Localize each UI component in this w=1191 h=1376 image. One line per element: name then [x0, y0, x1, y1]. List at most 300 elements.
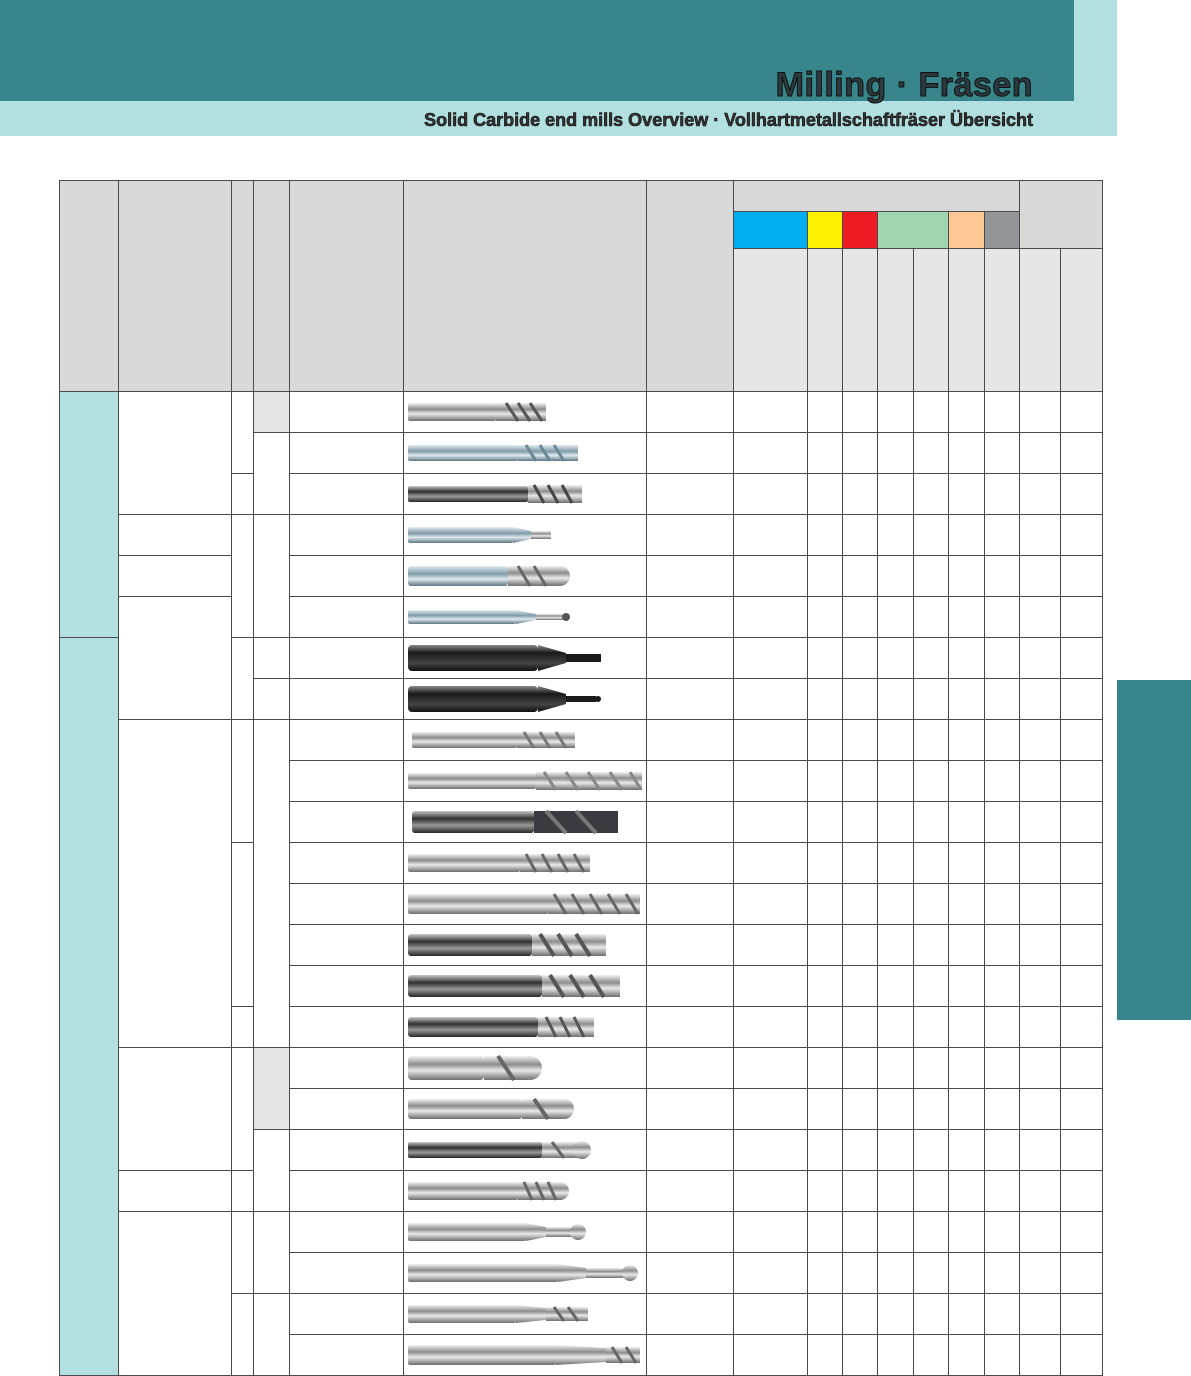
end-mill-3-flute-polished-icon — [406, 926, 646, 964]
table-cell — [878, 515, 914, 556]
table-row — [60, 515, 1103, 556]
table-cell — [985, 556, 1020, 597]
table-cell — [843, 679, 878, 720]
roughing-ball-end-mill-icon — [406, 1172, 646, 1210]
header-cell — [1020, 249, 1061, 392]
article-cell — [290, 556, 404, 597]
table-cell — [843, 966, 878, 1007]
tool-image-cell — [404, 1335, 647, 1376]
table-cell — [734, 1212, 808, 1253]
table-cell — [1061, 884, 1103, 925]
table-cell — [985, 1335, 1020, 1376]
table-cell — [1020, 515, 1061, 556]
article-cell — [290, 1130, 404, 1171]
table-cell — [808, 392, 843, 433]
ball-nose-end-mill-icon — [406, 557, 646, 595]
tool-image-cell — [404, 1171, 647, 1212]
table-cell — [949, 1089, 985, 1130]
tool-image-cell — [404, 679, 647, 720]
table-cell — [949, 597, 985, 638]
table-cell — [808, 556, 843, 597]
table-cell — [843, 433, 878, 474]
header-cell — [878, 249, 914, 392]
table-cell — [1020, 966, 1061, 1007]
table-cell — [949, 515, 985, 556]
table-cell — [914, 966, 949, 1007]
ball-nose-end-mill-short-icon — [406, 1049, 646, 1087]
table-cell — [949, 679, 985, 720]
table-cell — [734, 720, 808, 761]
black-micro-end-mill-icon — [406, 639, 646, 677]
table-header-row — [60, 181, 1103, 212]
table-cell — [734, 884, 808, 925]
table-cell — [808, 1048, 843, 1089]
table-cell — [914, 638, 949, 679]
table-cell — [878, 638, 914, 679]
table-cell — [985, 966, 1020, 1007]
table-cell — [1020, 1335, 1061, 1376]
table-cell — [647, 679, 734, 720]
header-cell — [949, 249, 985, 392]
table-cell — [1020, 1212, 1061, 1253]
table-cell — [734, 638, 808, 679]
table-cell — [808, 884, 843, 925]
header-cell — [1061, 249, 1103, 392]
table-cell — [734, 433, 808, 474]
header-cell — [290, 181, 404, 392]
square-end-mill-4-flute-long-neck-icon — [406, 434, 646, 472]
tool-image-cell — [404, 1212, 647, 1253]
table-cell — [1061, 556, 1103, 597]
flute-cell — [232, 720, 254, 843]
table-cell — [843, 925, 878, 966]
article-cell — [290, 884, 404, 925]
table-cell — [808, 1212, 843, 1253]
coating-cell — [254, 392, 290, 433]
table-cell — [1020, 392, 1061, 433]
table-cell — [985, 1007, 1020, 1048]
table-cell — [843, 1335, 878, 1376]
ball-end-mill-long-neck-icon — [406, 1254, 646, 1292]
header-cell — [647, 181, 734, 392]
table-cell — [734, 1130, 808, 1171]
table-cell — [647, 1089, 734, 1130]
table-cell — [843, 392, 878, 433]
table-cell — [914, 1007, 949, 1048]
table-cell — [843, 1294, 878, 1335]
article-cell — [290, 720, 404, 761]
table-cell — [843, 1089, 878, 1130]
table-cell — [1061, 433, 1103, 474]
table-cell — [949, 1253, 985, 1294]
ball-nose-end-mill-long-icon — [406, 1131, 646, 1169]
table-cell — [647, 966, 734, 1007]
table-cell — [734, 761, 808, 802]
table-cell — [647, 720, 734, 761]
table-cell — [914, 925, 949, 966]
table-cell — [734, 474, 808, 515]
table-cell — [985, 720, 1020, 761]
table-cell — [647, 597, 734, 638]
table-cell — [878, 884, 914, 925]
tool-image-cell — [404, 433, 647, 474]
article-cell — [290, 1212, 404, 1253]
table-cell — [734, 843, 808, 884]
table-cell — [1061, 597, 1103, 638]
coating-cell — [254, 433, 290, 515]
table-row — [60, 556, 1103, 597]
table-cell — [1061, 761, 1103, 802]
table-cell — [808, 1007, 843, 1048]
table-cell — [808, 1294, 843, 1335]
header-cell — [914, 249, 949, 392]
table-cell — [843, 1253, 878, 1294]
page-title: Milling · Fräsen — [775, 66, 1033, 104]
table-cell — [878, 1253, 914, 1294]
article-cell — [290, 925, 404, 966]
table-cell — [949, 1294, 985, 1335]
table-cell — [808, 1171, 843, 1212]
table-cell — [985, 597, 1020, 638]
material-group-header — [734, 181, 1020, 212]
table-cell — [734, 925, 808, 966]
tool-image-cell — [404, 392, 647, 433]
table-cell — [843, 597, 878, 638]
tool-image-cell — [404, 884, 647, 925]
flute-cell — [232, 1212, 254, 1294]
group-cell — [119, 515, 232, 556]
group-cell — [119, 1171, 232, 1212]
table-cell — [1020, 1007, 1061, 1048]
table-cell — [1020, 679, 1061, 720]
article-cell — [290, 1048, 404, 1089]
table-cell — [647, 1294, 734, 1335]
tool-image-cell — [404, 925, 647, 966]
material-s-swatch — [949, 212, 985, 249]
table-cell — [647, 1253, 734, 1294]
table-cell — [878, 802, 914, 843]
header-cell — [734, 249, 808, 392]
table-cell — [985, 1089, 1020, 1130]
tool-image-cell — [404, 1089, 647, 1130]
table-cell — [878, 1007, 914, 1048]
table-cell — [1020, 761, 1061, 802]
article-cell — [290, 597, 404, 638]
table-cell — [949, 474, 985, 515]
table-cell — [1061, 1212, 1103, 1253]
table-cell — [1020, 1089, 1061, 1130]
table-cell — [734, 515, 808, 556]
table-cell — [1061, 802, 1103, 843]
header-cell — [232, 181, 254, 392]
flute-cell — [232, 392, 254, 474]
coating-cell — [254, 1130, 290, 1212]
table-cell — [878, 1294, 914, 1335]
table-cell — [914, 720, 949, 761]
table-cell — [1061, 843, 1103, 884]
side-chapter-tab — [1117, 680, 1191, 1020]
square-end-mill-2-flute-icon — [406, 393, 646, 431]
table-cell — [808, 679, 843, 720]
table-cell — [734, 1335, 808, 1376]
table-cell — [808, 1335, 843, 1376]
table-cell — [734, 1089, 808, 1130]
table-cell — [878, 761, 914, 802]
table-cell — [647, 1212, 734, 1253]
table-cell — [808, 1089, 843, 1130]
table-cell — [914, 474, 949, 515]
table-cell — [647, 802, 734, 843]
table-cell — [949, 638, 985, 679]
table-row — [60, 720, 1103, 761]
table-row — [60, 392, 1103, 433]
article-cell — [290, 679, 404, 720]
table-cell — [647, 1171, 734, 1212]
table-cell — [878, 392, 914, 433]
coated-end-mill-2-flute-icon — [406, 803, 646, 841]
tool-image-cell — [404, 1294, 647, 1335]
table-cell — [985, 474, 1020, 515]
table-cell — [808, 515, 843, 556]
table-cell — [1020, 556, 1061, 597]
table-cell — [878, 1335, 914, 1376]
table-cell — [914, 843, 949, 884]
group-cell — [119, 597, 232, 720]
table-cell — [878, 720, 914, 761]
table-cell — [734, 556, 808, 597]
table-cell — [985, 802, 1020, 843]
table-cell — [734, 1048, 808, 1089]
tool-image-cell — [404, 802, 647, 843]
table-cell — [914, 1253, 949, 1294]
aluminium-end-mill-long-flute-icon — [406, 762, 646, 800]
table-cell — [808, 761, 843, 802]
table-cell — [1020, 843, 1061, 884]
table-cell — [843, 1048, 878, 1089]
flute-cell — [232, 1007, 254, 1048]
table-cell — [808, 1130, 843, 1171]
group-cell — [119, 1048, 232, 1171]
article-cell — [290, 392, 404, 433]
table-cell — [734, 1253, 808, 1294]
flute-cell — [232, 1294, 254, 1376]
group-cell — [119, 392, 232, 515]
group-cell — [119, 1212, 232, 1376]
table-cell — [985, 925, 1020, 966]
aluminium-end-mill-3-flute-icon — [406, 721, 646, 759]
table-cell — [949, 1212, 985, 1253]
table-cell — [843, 802, 878, 843]
category-cell — [60, 638, 119, 1376]
table-cell — [843, 1007, 878, 1048]
table-cell — [1061, 1048, 1103, 1089]
table-cell — [949, 1048, 985, 1089]
table-cell — [1020, 802, 1061, 843]
table-cell — [1061, 966, 1103, 1007]
tool-image-cell — [404, 1130, 647, 1171]
tool-image-cell — [404, 1048, 647, 1089]
end-mill-3-flute-neck-icon — [406, 1295, 646, 1333]
table-cell — [878, 1089, 914, 1130]
table-cell — [878, 597, 914, 638]
micro-end-mill-icon — [406, 516, 646, 554]
table-cell — [808, 802, 843, 843]
table-cell — [843, 720, 878, 761]
table-cell — [985, 1253, 1020, 1294]
table-cell — [878, 556, 914, 597]
table-cell — [949, 556, 985, 597]
table-cell — [843, 1212, 878, 1253]
table-cell — [949, 1130, 985, 1171]
table-cell — [843, 843, 878, 884]
flute-cell — [232, 1171, 254, 1212]
table-cell — [914, 556, 949, 597]
table-cell — [1020, 884, 1061, 925]
table-cell — [808, 925, 843, 966]
table-cell — [914, 597, 949, 638]
table-row — [60, 597, 1103, 638]
table-cell — [914, 1130, 949, 1171]
table-cell — [1020, 638, 1061, 679]
table-cell — [914, 1335, 949, 1376]
table-cell — [734, 802, 808, 843]
header-cell — [254, 181, 290, 392]
table-cell — [808, 843, 843, 884]
article-cell — [290, 1089, 404, 1130]
table-cell — [808, 433, 843, 474]
material-p-swatch — [734, 212, 808, 249]
table-cell — [808, 1253, 843, 1294]
table-cell — [878, 433, 914, 474]
flute-cell — [232, 515, 254, 638]
square-end-mill-3-flute-icon — [406, 475, 646, 513]
table-cell — [647, 1048, 734, 1089]
table-cell — [734, 966, 808, 1007]
roughing-end-mill-long-icon — [406, 885, 646, 923]
table-cell — [914, 884, 949, 925]
tool-image-cell — [404, 1253, 647, 1294]
table-cell — [734, 597, 808, 638]
material-m-swatch — [808, 212, 843, 249]
group-cell — [119, 556, 232, 597]
table-cell — [949, 884, 985, 925]
table-cell — [914, 1171, 949, 1212]
table-cell — [647, 1335, 734, 1376]
table-cell — [878, 679, 914, 720]
ball-nose-end-mill-medium-icon — [406, 1090, 646, 1128]
article-cell — [290, 1171, 404, 1212]
table-cell — [878, 1212, 914, 1253]
table-cell — [1020, 1048, 1061, 1089]
table-cell — [843, 515, 878, 556]
table-cell — [1020, 433, 1061, 474]
table-cell — [1061, 392, 1103, 433]
table-cell — [878, 1130, 914, 1171]
tool-image-cell — [404, 515, 647, 556]
table-cell — [734, 1007, 808, 1048]
table-cell — [914, 1048, 949, 1089]
table-cell — [914, 1089, 949, 1130]
micro-ball-nose-end-mill-icon — [406, 598, 646, 636]
table-cell — [949, 966, 985, 1007]
black-micro-ball-end-mill-icon — [406, 680, 646, 718]
article-cell — [290, 1335, 404, 1376]
article-cell — [290, 761, 404, 802]
table-cell — [914, 1212, 949, 1253]
table-cell — [1061, 720, 1103, 761]
flute-cell — [232, 843, 254, 1007]
article-cell — [290, 1294, 404, 1335]
tool-image-cell — [404, 761, 647, 802]
table-cell — [949, 720, 985, 761]
table-cell — [985, 1130, 1020, 1171]
table-cell — [1061, 1253, 1103, 1294]
article-cell — [290, 1253, 404, 1294]
table-cell — [914, 1294, 949, 1335]
table-cell — [878, 1171, 914, 1212]
table-cell — [843, 1130, 878, 1171]
table-cell — [808, 966, 843, 1007]
end-mill-3-flute-long-neck-icon — [406, 1336, 646, 1374]
roughing-end-mill-icon — [406, 844, 646, 882]
table-cell — [843, 474, 878, 515]
table-cell — [1020, 720, 1061, 761]
table-cell — [1061, 638, 1103, 679]
table-cell — [949, 802, 985, 843]
table-cell — [1061, 1089, 1103, 1130]
table-cell — [985, 1294, 1020, 1335]
table-cell — [914, 679, 949, 720]
tool-image-cell — [404, 720, 647, 761]
header-cell — [843, 249, 878, 392]
table-cell — [1061, 515, 1103, 556]
ball-end-mill-neck-icon — [406, 1213, 646, 1251]
table-cell — [985, 1171, 1020, 1212]
coating-cell — [254, 515, 290, 638]
flute-cell — [232, 1048, 254, 1171]
table-cell — [878, 843, 914, 884]
tool-image-cell — [404, 966, 647, 1007]
table-cell — [914, 433, 949, 474]
table-cell — [949, 1171, 985, 1212]
page-subtitle: Solid Carbide end mills Overview · Vollhartmetallschaftfräser Übersicht — [424, 110, 1033, 130]
table-cell — [914, 515, 949, 556]
table-cell — [808, 720, 843, 761]
table-cell — [734, 392, 808, 433]
table-cell — [808, 474, 843, 515]
table-cell — [878, 966, 914, 1007]
table-cell — [843, 556, 878, 597]
table-cell — [949, 925, 985, 966]
header-cell — [60, 181, 119, 392]
table-cell — [1061, 1007, 1103, 1048]
table-row — [60, 1212, 1103, 1253]
table-cell — [949, 1007, 985, 1048]
material-n-swatch — [878, 212, 949, 249]
end-mill-3-flute-polished-long-icon — [406, 967, 646, 1005]
table-cell — [985, 679, 1020, 720]
table-cell — [843, 638, 878, 679]
coating-cell — [254, 638, 290, 679]
table-cell — [985, 392, 1020, 433]
table-cell — [914, 802, 949, 843]
flute-cell — [232, 638, 254, 720]
material-k-swatch — [843, 212, 878, 249]
table-row — [60, 1171, 1103, 1212]
table-cell — [1020, 925, 1061, 966]
table-cell — [843, 761, 878, 802]
table-cell — [843, 1171, 878, 1212]
